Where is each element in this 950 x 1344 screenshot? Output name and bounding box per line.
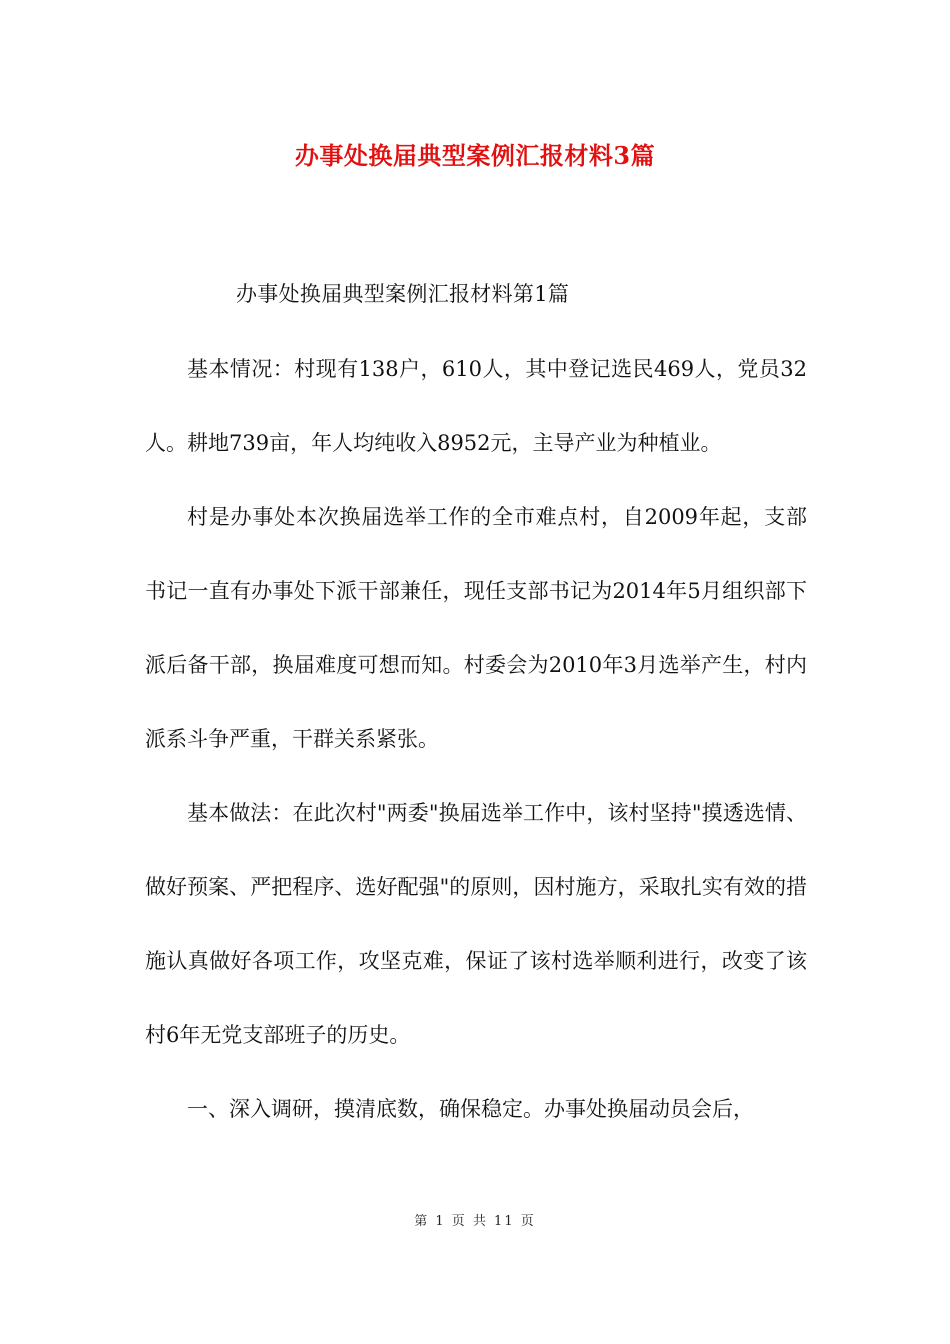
page-number-footer: 第 1 页 共 11 页 bbox=[414, 1214, 536, 1229]
paragraph-basic-approach: 基本做法：在此次村"两委"换届选举工作中，该村坚持"摸透选情、做好预案、严把程序、选好配强"的原则，因村施方，采取扎实有效的措施认真做好各项工作，攻坚克难，保证了该村选举顺利进行，改变了该村6年无党支部班子的历史。 bbox=[145, 801, 807, 1047]
paragraph-basic-situation: 基本情况：村现有138户，610人，其中登记选民469人，党员32人。耕地739亩，年人均纯收入8952元，主导产业为种植业。 bbox=[145, 357, 807, 455]
document-title: 办事处换届典型案例汇报材料3篇 bbox=[294, 141, 656, 170]
paragraph-village-background: 村是办事处本次换届选举工作的全市难点村，自2009年起，支部书记一直有办事处下派干部兼任，现任支部书记为2014年5月组织部下派后备干部，换届难度可想而知。村委会为2010年3月选举产生，村内派系斗争严重，干群关系紧张。 bbox=[145, 505, 807, 751]
section-heading: 办事处换届典型案例汇报材料第1篇 bbox=[236, 282, 570, 306]
paragraph-step-one: 一、深入调研，摸清底数，确保稳定。办事处换届动员会后， bbox=[187, 1097, 754, 1121]
